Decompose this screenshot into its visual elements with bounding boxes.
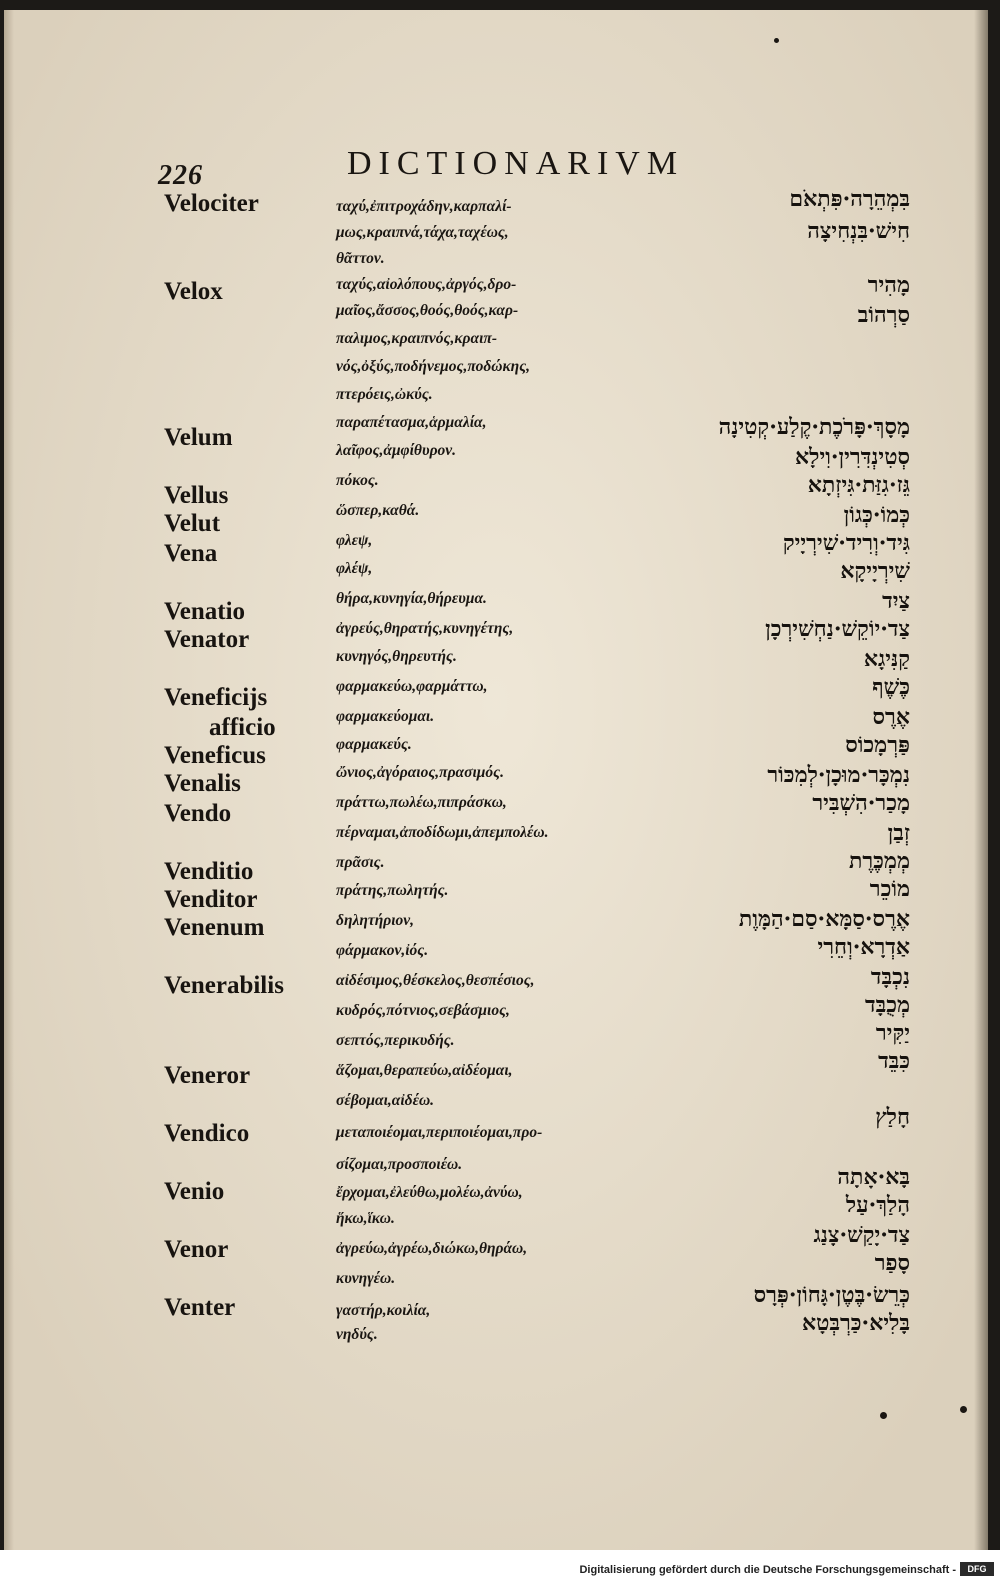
greek-line: κυδρός,πότνιος,σεβάσμιος, — [336, 1002, 510, 1019]
greek-line: ταχύ,ἐπιτροχάδην,καρπαλί- — [336, 198, 512, 215]
greek-line: σίζομαι,προσποιέω. — [336, 1156, 463, 1173]
latin-headword: Vendo — [164, 800, 232, 827]
greek-line: νός,ὀξύς,ποδήνεμος,ποδώκης, — [336, 358, 530, 375]
hebrew-line: מְמְכֶּרֶת — [848, 848, 910, 874]
hebrew-line: צַיִד — [882, 588, 910, 614]
greek-line: θήρα,κυνηγία,θήρευμα. — [336, 590, 487, 607]
latin-headword: Vellus — [164, 482, 229, 509]
greek-line: φαρμακεύω,φαρμάττω, — [336, 678, 488, 695]
hebrew-line: חָלַץ — [875, 1104, 910, 1130]
greek-line: μεταποιέομαι,περιποιέομαι,προ- — [336, 1124, 543, 1141]
latin-headword: Vendico — [164, 1120, 250, 1147]
hebrew-line: מוֹכֵר — [869, 876, 910, 902]
greek-line: γαστήρ,κοιλία, — [336, 1302, 431, 1319]
hebrew-line: מְכֻבָּד — [865, 992, 910, 1018]
greek-line: πράττω,πωλέω,πιπράσκω, — [336, 794, 507, 811]
latin-headword: Venatio — [164, 598, 246, 625]
greek-line: πόκος. — [336, 472, 379, 489]
greek-line: φλεψ, — [336, 532, 373, 549]
ink-mark — [880, 1412, 887, 1419]
latin-headword: Venor — [164, 1236, 229, 1263]
ink-mark — [960, 1406, 967, 1413]
hebrew-line: מָהִיר — [867, 272, 910, 298]
greek-line: νηδύς. — [336, 1326, 378, 1343]
hebrew-line: שִׁירְיָיקָא — [840, 558, 910, 584]
hebrew-line: זְבַן — [887, 820, 910, 846]
hebrew-line: גִּיד·וְרִיד·שִׁירְיָיק — [782, 530, 910, 556]
greek-line: θᾶττον. — [336, 250, 385, 267]
latin-headword: Venio — [164, 1178, 225, 1205]
latin-headword: Venalis — [164, 770, 241, 797]
latin-headword: Venter — [164, 1294, 236, 1321]
greek-line: ὥσπερ,καθά. — [336, 502, 420, 519]
hebrew-line: בִּמְהֵרָה·פִּתְאֹם — [789, 186, 910, 212]
greek-line: ἀγρεύω,ἀγρέω,διώκω,θηράω, — [336, 1240, 528, 1257]
hebrew-line: כְּמוֹ·כְּגוֹן — [843, 502, 910, 528]
hebrew-line: מָסָךְ·פָּרֹכֶת·קֶלַע·קְטִינָה — [718, 414, 910, 440]
greek-line: κυνηγέω. — [336, 1270, 396, 1287]
greek-line: αἰδέσιμος,θέσκελος,θεσπέσιος, — [336, 972, 535, 989]
hebrew-line: כִּבֵּד — [878, 1048, 910, 1074]
greek-line: σέβομαι,αἰδέω. — [336, 1092, 435, 1109]
page-edge-shadow — [4, 10, 14, 1550]
greek-line: φαρμακεύς. — [336, 736, 412, 753]
hebrew-line: נִמְכָּר·מוּכָן·לְמִכּוֹר — [767, 762, 910, 788]
latin-headword: Veneficus — [164, 742, 266, 769]
greek-line: πτερόεις,ὠκύς. — [336, 386, 433, 403]
hebrew-line: סָפַר — [874, 1250, 910, 1276]
greek-line: μαῖος,ἄσσος,θοός,θοός,καρ- — [336, 302, 519, 319]
running-title: DICTIONARIVM — [347, 145, 685, 182]
hebrew-line: סְטִינְדִּרִין·וִילָא — [795, 444, 910, 470]
latin-headword: Velut — [164, 510, 221, 537]
latin-headword: Venator — [164, 626, 250, 653]
latin-headword: Vena — [164, 540, 218, 567]
hebrew-line: קַנִּיגָא — [863, 646, 910, 672]
hebrew-line: סַרְהוֹב — [857, 302, 910, 328]
latin-headword: Venditio — [164, 858, 254, 885]
hebrew-line: נִכְבָּד — [870, 964, 910, 990]
greek-line: ἀγρεύς,θηρατής,κυνηγέτης, — [336, 620, 514, 637]
latin-headword: Venenum — [164, 914, 265, 941]
hebrew-line: הָלַךְ·עַל — [845, 1192, 910, 1218]
hebrew-line: כְּרֵשׂ·בֶּטֶן·גָּחוֹן·פְּרָס — [753, 1282, 910, 1308]
latin-headword: Veneror — [164, 1062, 251, 1089]
greek-line: πέρναμαι,ἀποδίδωμι,ἀπεμπολέω. — [336, 824, 549, 841]
latin-headword: Velox — [164, 278, 223, 305]
hebrew-line: אֶרֶס·סַמָּא·סַם·הַמָּוֶת — [738, 906, 910, 932]
hebrew-line: אַדְרָא·וְחֵרִי — [817, 934, 910, 960]
greek-line: φάρμακον,ἰός. — [336, 942, 429, 959]
hebrew-line: חִישׁ·בִּנְחִיצָה — [807, 218, 910, 244]
hebrew-line: כֶּשֶׁף — [872, 674, 910, 700]
hebrew-line: צַד·יָקַשׁ·צָנַג — [813, 1222, 910, 1248]
greek-line: ἔρχομαι,ἐλεύθω,μολέω,ἀνύω, — [336, 1184, 523, 1201]
greek-line: ἥκω,ἵκω. — [336, 1210, 395, 1227]
greek-line: κυνηγός,θηρευτής. — [336, 648, 457, 665]
page-number: 226 — [158, 160, 203, 191]
book-page — [4, 10, 988, 1550]
hebrew-line: פַּרְמָכוֹס — [845, 732, 910, 758]
greek-line: δηλητήριον, — [336, 912, 415, 929]
latin-headword: afficio — [209, 714, 276, 741]
greek-line: μως,κραιπνά,τάχα,ταχέως, — [336, 224, 509, 241]
greek-line: ὤνιος,ἀγόραιος,πρασιμός. — [336, 764, 504, 781]
latin-headword: Veneficijs — [164, 684, 268, 711]
greek-line: λαῖφος,ἀμφίθυρον. — [336, 442, 457, 459]
latin-headword: Velociter — [164, 190, 259, 217]
dfg-logo: DFG — [960, 1562, 994, 1576]
hebrew-line: מָכַר·הִשְׁבִּיר — [812, 790, 910, 816]
hebrew-line: גֵּז·גִזַּת·גִּיזְתָא — [807, 472, 910, 498]
greek-line: φαρμακεύομαι. — [336, 708, 435, 725]
greek-line: φλέψ, — [336, 560, 373, 577]
hebrew-line: בָּא·אָתָה — [837, 1164, 910, 1190]
greek-line: πράτης,πωλητής. — [336, 882, 449, 899]
greek-line: παραπέτασμα,ἁρμαλία, — [336, 414, 487, 431]
latin-headword: Venerabilis — [164, 972, 284, 999]
greek-line: ἅζομαι,θεραπεύω,αἰδέομαι, — [336, 1062, 513, 1079]
page-gutter-shadow — [974, 10, 988, 1550]
ink-mark — [774, 38, 779, 43]
latin-headword: Velum — [164, 424, 233, 451]
greek-line: παλιμος,κραιπνός,κραιπ- — [336, 330, 498, 347]
hebrew-line: בָּלִיא·כַּרְבְּטָא — [801, 1310, 910, 1336]
hebrew-line: צַד·יוֹקֵשׁ·נַחְשִׁירְכָן — [765, 616, 910, 642]
greek-line: σεπτός,περικυδής. — [336, 1032, 455, 1049]
greek-line: ταχύς,αἰολόπους,ἀργός,δρο- — [336, 276, 517, 293]
greek-line: πρᾶσις. — [336, 854, 385, 871]
funding-notice: Digitalisierung gefördert durch die Deutsche Forschungsgemeinschaft - — [579, 1564, 956, 1576]
latin-headword: Venditor — [164, 886, 258, 913]
hebrew-line: אֶרֶס — [872, 704, 910, 730]
hebrew-line: יַקִּיר — [875, 1020, 910, 1046]
